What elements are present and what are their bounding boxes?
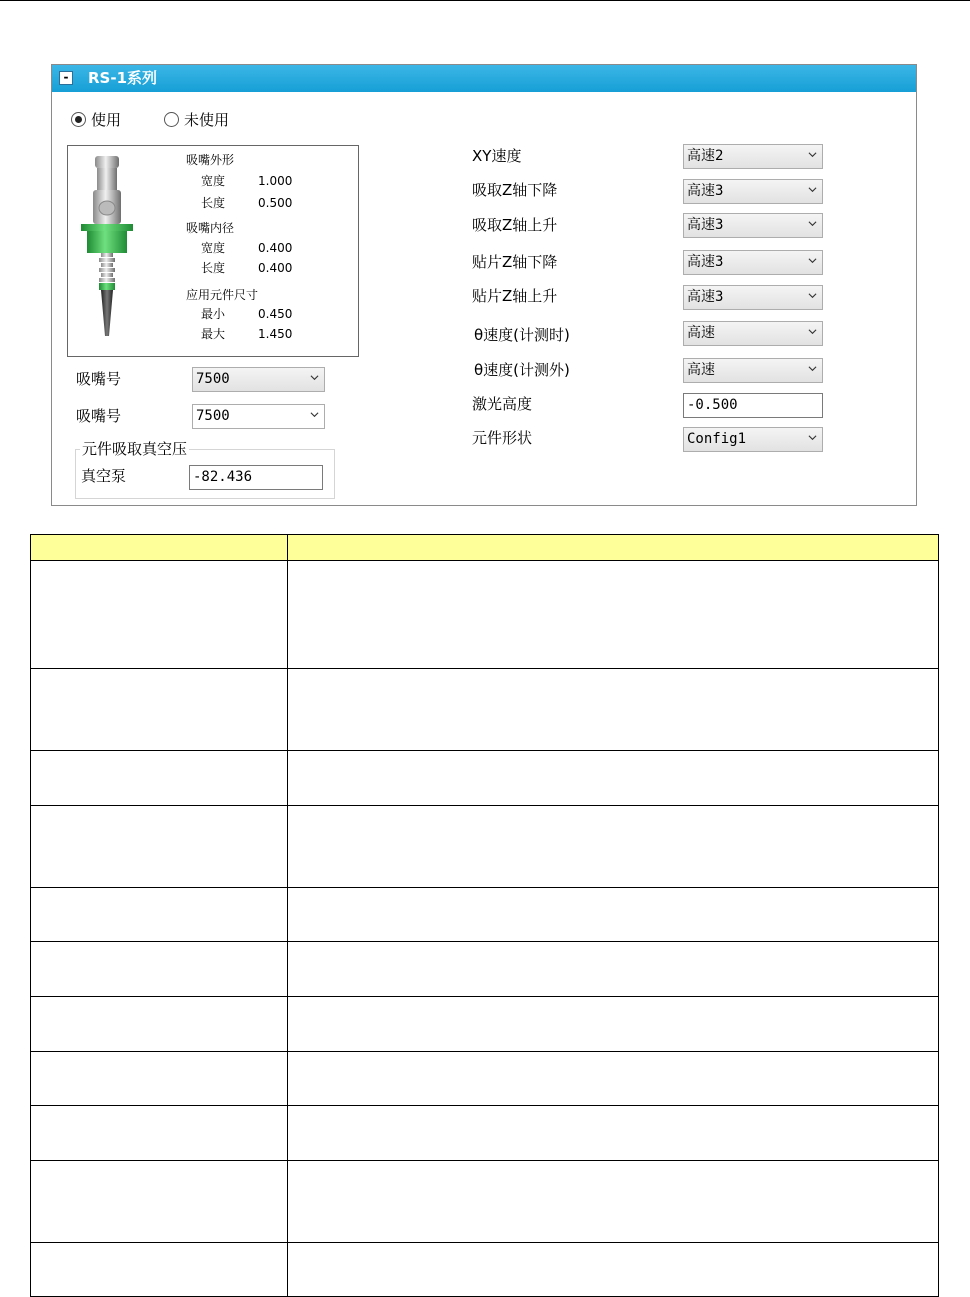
xy-speed-select[interactable] (683, 144, 823, 169)
theta-speed-other-value: 高速 (687, 362, 715, 378)
outer-width-label: 宽度 (201, 174, 226, 188)
table-cell (288, 806, 939, 888)
nozzle-number-value-2: 7500 (196, 408, 230, 424)
table-row (31, 997, 939, 1052)
table-row (31, 806, 939, 888)
description-table (30, 534, 939, 1297)
table-cell (288, 561, 939, 669)
table-cell (31, 942, 288, 997)
table-header-cell (288, 535, 939, 561)
place-z-down-value: 高速3 (687, 254, 724, 270)
chevron-down-icon[interactable] (310, 373, 319, 382)
inner-width-value: 0.400 (258, 241, 293, 255)
min-size-value: 0.450 (258, 307, 293, 321)
place-z-up-select[interactable] (683, 285, 823, 310)
outer-length-value: 0.500 (258, 196, 293, 210)
place-z-down-select[interactable] (683, 250, 823, 275)
laser-height-label: 激光高度 (472, 395, 533, 413)
radio-unused[interactable] (164, 110, 229, 128)
table-cell (31, 1052, 288, 1106)
table-row (31, 1052, 939, 1106)
chevron-down-icon[interactable] (808, 291, 817, 300)
pick-z-up-label: 吸取Z轴上升 (472, 216, 558, 234)
component-shape-label: 元件形状 (472, 429, 533, 447)
max-size-label: 最大 (201, 327, 226, 341)
radio-unused-label: 未使用 (184, 110, 230, 129)
min-size-label: 最小 (201, 307, 226, 321)
table-cell (31, 561, 288, 669)
component-shape-select[interactable] (683, 427, 823, 452)
table-cell (288, 1161, 939, 1243)
vacuum-pump-label: 真空泵 (81, 467, 127, 485)
laser-height-input[interactable]: -0.500 (683, 393, 823, 418)
outer-shape-title: 吸嘴外形 (186, 153, 235, 167)
chevron-down-icon[interactable] (808, 150, 817, 159)
chevron-down-icon[interactable] (808, 327, 817, 336)
radio-use[interactable] (71, 110, 121, 128)
chevron-down-icon[interactable] (310, 410, 319, 419)
chevron-down-icon[interactable] (808, 185, 817, 194)
table-cell (288, 888, 939, 942)
table-cell (31, 1161, 288, 1243)
inner-diameter-title: 吸嘴内径 (186, 221, 235, 235)
theta-speed-measuring-select[interactable] (683, 321, 823, 346)
inner-width-label: 宽度 (201, 241, 226, 255)
nozzle-number-label-2: 吸嘴号 (76, 407, 122, 425)
table-row (31, 669, 939, 751)
table-cell (288, 1052, 939, 1106)
radio-selected-icon[interactable] (71, 112, 86, 127)
place-z-down-label: 贴片Z轴下降 (472, 253, 558, 271)
chevron-down-icon[interactable] (808, 364, 817, 373)
radio-unselected-icon[interactable] (164, 112, 179, 127)
component-shape-value: Config1 (687, 431, 747, 447)
chevron-down-icon[interactable] (808, 433, 817, 442)
panel-title-bar (52, 65, 916, 92)
inner-length-label: 长度 (201, 261, 226, 275)
table-cell (31, 1243, 288, 1297)
table-cell (288, 669, 939, 751)
applicable-size-title: 应用元件尺寸 (186, 288, 259, 302)
nozzle-image (77, 154, 157, 344)
pick-z-up-value: 高速3 (687, 217, 724, 233)
table-row (31, 942, 939, 997)
table-cell (31, 669, 288, 751)
table-row (31, 1106, 939, 1161)
chevron-down-icon[interactable] (808, 256, 817, 265)
pick-z-down-value: 高速3 (687, 183, 724, 199)
xy-speed-label: XY速度 (472, 147, 522, 165)
vacuum-group (75, 440, 335, 499)
theta-speed-other-select[interactable] (683, 358, 823, 383)
table-row (31, 751, 939, 806)
table-cell (31, 806, 288, 888)
pick-z-up-select[interactable] (683, 213, 823, 238)
place-z-up-value: 高速3 (687, 289, 724, 305)
table-cell (31, 751, 288, 806)
outer-width-value: 1.000 (258, 174, 293, 188)
table-row (31, 888, 939, 942)
table-row (31, 1161, 939, 1243)
table-cell (31, 1106, 288, 1161)
top-rule (0, 0, 970, 1)
xy-speed-value: 高速2 (687, 148, 724, 164)
outer-length-label: 长度 (201, 196, 226, 210)
nozzle-number-select-2[interactable] (192, 404, 325, 429)
nozzle-number-select-1[interactable] (192, 367, 325, 392)
table-row (31, 561, 939, 669)
panel-title: RS-1系列 (88, 69, 158, 87)
inner-length-value: 0.400 (258, 261, 293, 275)
theta-speed-measuring-label: θ速度(计测时) (474, 326, 570, 344)
nozzle-number-value-1: 7500 (196, 371, 230, 387)
table-cell (288, 751, 939, 806)
vacuum-group-title: 元件吸取真空压 (82, 440, 188, 458)
table-header-cell (31, 535, 288, 561)
nozzle-info-box (67, 145, 359, 357)
pick-z-down-select[interactable] (683, 179, 823, 204)
table-cell (31, 888, 288, 942)
theta-speed-other-label: θ速度(计测外) (474, 361, 570, 379)
theta-speed-measuring-value: 高速 (687, 325, 715, 341)
table-cell (288, 1106, 939, 1161)
max-size-value: 1.450 (258, 327, 293, 341)
table-cell (31, 997, 288, 1052)
table-cell (288, 942, 939, 997)
table-header-row (31, 535, 939, 561)
nozzle-number-label-1: 吸嘴号 (76, 370, 122, 388)
table-cell (288, 997, 939, 1052)
vacuum-pump-input[interactable]: -82.436 (189, 465, 323, 490)
radio-use-label: 使用 (91, 110, 122, 129)
pick-z-down-label: 吸取Z轴下降 (472, 181, 558, 199)
rs1-panel (51, 64, 917, 506)
table-row (31, 1243, 939, 1297)
table-cell (288, 1243, 939, 1297)
collapse-button[interactable]: - (59, 71, 73, 85)
chevron-down-icon[interactable] (808, 219, 817, 228)
place-z-up-label: 贴片Z轴上升 (472, 287, 558, 305)
